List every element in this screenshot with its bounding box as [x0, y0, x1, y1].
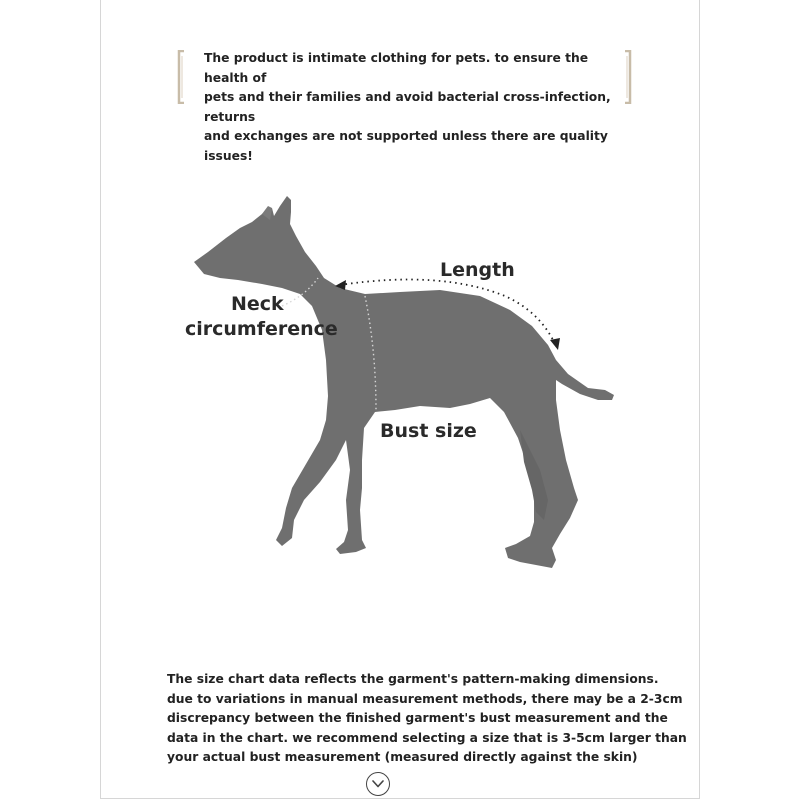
disclaimer-line: your actual bust measurement (measured directly against the skin)	[167, 750, 638, 764]
bust-size-label: Bust size	[380, 420, 477, 442]
disclaimer-line: discrepancy between the finished garment's bust measurement and the	[167, 711, 668, 725]
disclaimer-line: due to variations in manual measurement methods, there may be a 2-3cm	[167, 691, 683, 706]
notice-line: and exchanges are not supported unless there are quality issues!	[204, 129, 608, 163]
notice-line: pets and their families and avoid bacterial cross-infection, returns	[204, 90, 611, 124]
notice-line: The product is intimate clothing for pets. to ensure the health of	[204, 51, 589, 85]
neck-label: Neck	[231, 293, 284, 315]
length-label: Length	[440, 259, 515, 281]
disclaimer-line: The size chart data reflects the garment's pattern-making dimensions.	[167, 672, 659, 686]
chevron-down-icon	[372, 780, 384, 788]
disclaimer-line: data in the chart. we recommend selecting a size that is 3-5cm larger than	[167, 730, 687, 745]
dog-silhouette	[194, 196, 614, 568]
circumference-label: circumference	[185, 318, 338, 340]
size-chart-disclaimer	[167, 670, 687, 768]
scroll-down-button[interactable]	[366, 772, 390, 796]
